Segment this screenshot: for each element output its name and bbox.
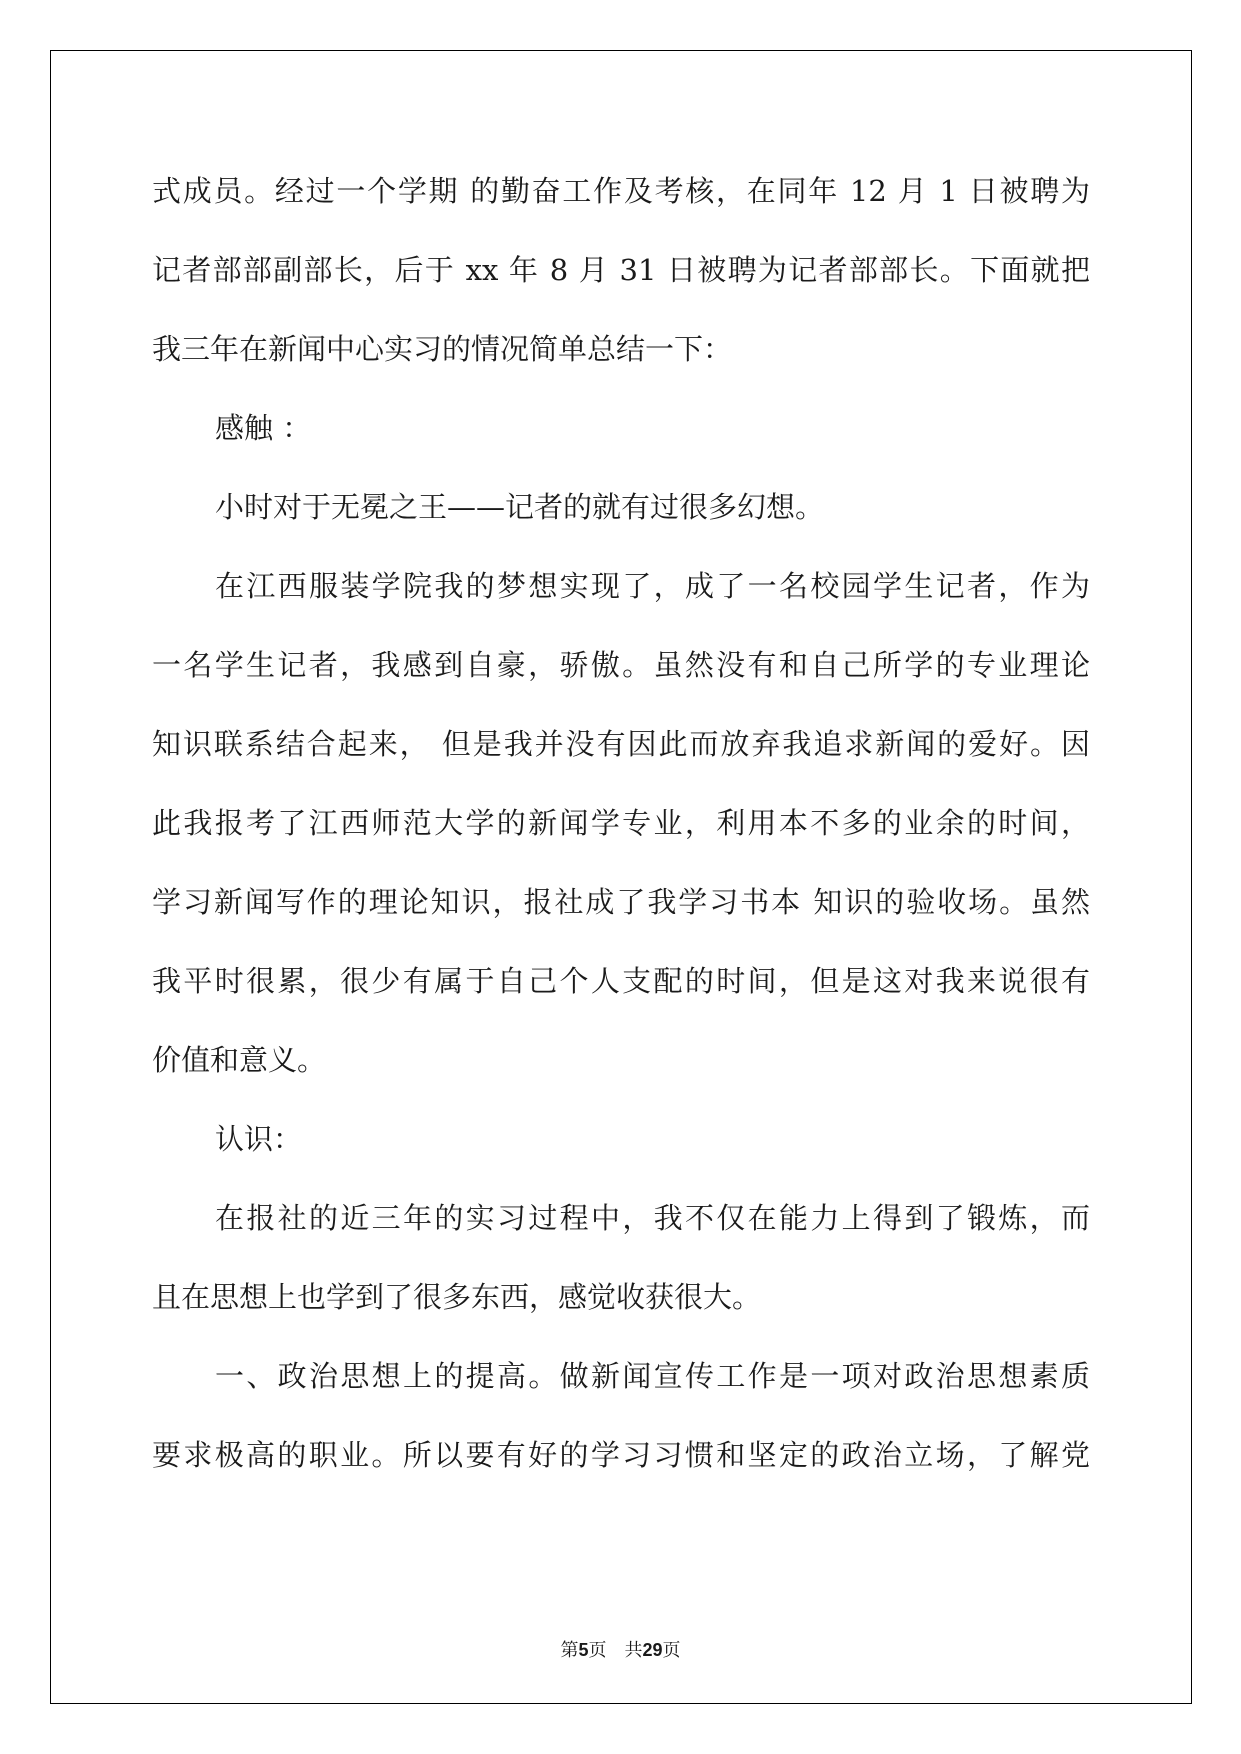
- document-body: [152, 152, 1090, 1495]
- footer-page-suffix: 页: [588, 1640, 607, 1661]
- text-line: 此我报考了江西师范大学的新闻学专业，利用本不多的业余的时间，: [152, 806, 1090, 840]
- text-line: 认识：: [215, 1122, 303, 1156]
- text-line: 感触 ：: [215, 411, 312, 445]
- text-line: 一名学生记者，我感到自豪，骄傲。虽然没有和自己所学的专业理论: [152, 648, 1090, 682]
- text-line: 记者部部副部长，后于 xx 年 8 月 31 日被聘为记者部部长。下面就把: [152, 253, 1090, 287]
- text-line: 式成员。经过一个学期 的勤奋工作及考核，在同年 12 月 1 日被聘为: [152, 174, 1090, 208]
- current-page-number: 5: [578, 1640, 589, 1660]
- text-line: 在江西服装学院我的梦想实现了，成了一名校园学生记者，作为: [215, 569, 1090, 603]
- text-line: 知识联系结合起来， 但是我并没有因此而放弃我追求新闻的爱好。因: [152, 727, 1090, 761]
- footer-total-suffix: 页: [662, 1640, 681, 1661]
- text-line: 小时对于无冕之王——记者的就有过很多幻想。: [215, 490, 825, 524]
- text-line: 在报社的近三年的实习过程中，我不仅在能力上得到了锻炼，而: [215, 1201, 1090, 1235]
- total-page-number: 29: [642, 1640, 663, 1660]
- text-line: 我三年在新闻中心实习的情况简单总结一下：: [152, 332, 733, 366]
- footer-prefix: 第: [560, 1640, 579, 1661]
- text-line: 且在思想上也学到了很多东西，感觉收获很大。: [152, 1280, 762, 1314]
- text-line: 我平时很累，很少有属于自己个人支配的时间，但是这对我来说很有: [152, 964, 1090, 998]
- text-line: 要求极高的职业。所以要有好的学习习惯和坚定的政治立场，了解党: [152, 1438, 1090, 1472]
- footer-total-prefix: 共: [624, 1640, 643, 1661]
- page-footer: [0, 1638, 1241, 1663]
- text-line: 一、政治思想上的提高。做新闻宣传工作是一项对政治思想素质: [215, 1359, 1090, 1393]
- text-line: 价值和意义。: [152, 1043, 327, 1077]
- text-line: 学习新闻写作的理论知识，报社成了我学习书本 知识的验收场。虽然: [152, 885, 1090, 919]
